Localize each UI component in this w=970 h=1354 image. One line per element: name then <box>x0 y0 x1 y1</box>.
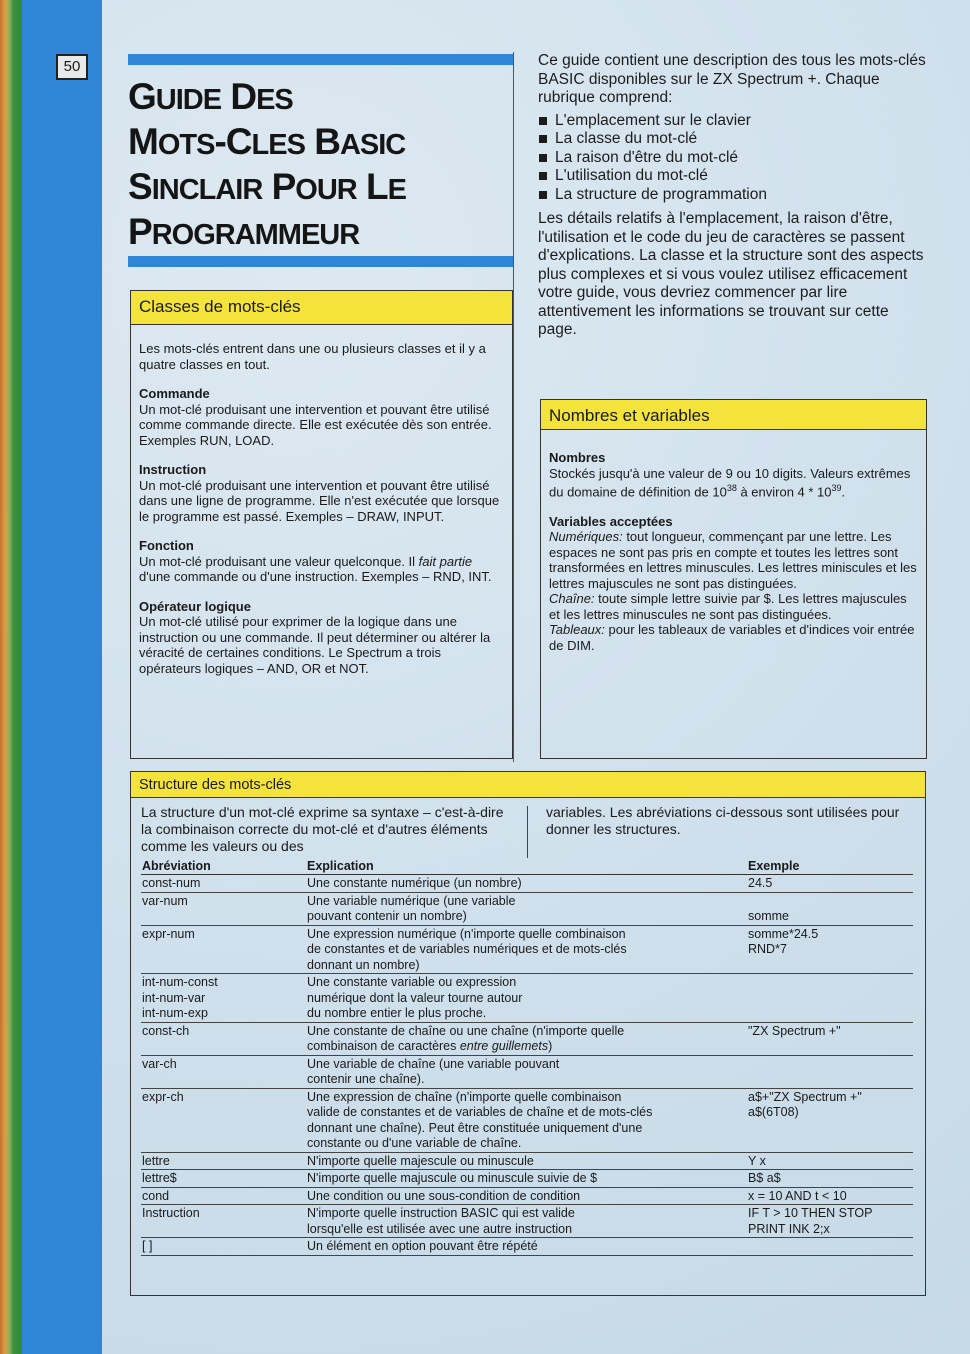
intro-list-item: La classe du mot-clé <box>538 130 928 149</box>
row-explication: Une constante numérique (un nombre) <box>307 876 522 890</box>
table-row <box>141 893 913 926</box>
vars-title: Variables acceptées <box>549 513 673 529</box>
nombres-text: Stockés jusqu'à une valeur de 9 ou 10 digits. Valeurs extrêmes du domaine de définition de 10 <box>549 465 911 500</box>
abbreviation-table <box>141 858 913 1256</box>
table-row <box>141 1089 913 1153</box>
row-exemple: x = 10 AND t < 10 <box>748 1188 847 1203</box>
table-row <box>141 1170 913 1188</box>
class-title-commande: Commande <box>139 386 210 401</box>
row-abbreviation: const-num <box>142 876 201 890</box>
structure-intro-divider <box>527 806 528 858</box>
row-abbreviation: lettre <box>142 1153 170 1168</box>
class-title-fonction: Fonction <box>139 538 194 553</box>
row-abbreviation: lettre$ <box>142 1171 177 1185</box>
row-explication: Une expression numérique (n'importe quelle combinaison de constantes et de variables numériques et de mots-clés donnant un nombre) <box>307 926 627 972</box>
row-explication: N'importe quelle majescule ou minuscule <box>307 1153 534 1168</box>
table-row <box>141 926 913 975</box>
table-row <box>141 1205 913 1238</box>
structure-heading: Structure des mots-clés <box>131 772 925 798</box>
row-abbreviation: cond <box>142 1188 170 1203</box>
row-exemple: a$+"ZX Spectrum +" a$(6T08) <box>748 1089 862 1119</box>
row-exemple <box>747 1239 913 1255</box>
numeriques-text: tout longueur, commençant par une lettre. Les espaces ne sont pas pris en compte et toutes les lettres sont transformées en lettres minuscules. Les lettres miniscules et les lettres majuscules ne sont pas distinguées. <box>549 529 917 591</box>
row-exemple: "ZX Spectrum +" <box>748 1023 841 1038</box>
table-header <box>141 858 913 875</box>
row-abbreviation: expr-num <box>142 926 195 941</box>
col-header-exemple: Exemple <box>748 859 800 873</box>
row-explication: N'importe quelle instruction BASIC qui est valide lorsqu'elle est utilisée avec une autre instruction <box>307 1206 575 1236</box>
class-text-fonction: Un mot-clé produisant une valeur quelconque. Il <box>139 553 419 569</box>
page-number: 50 <box>56 54 88 80</box>
blue-sidebar <box>22 0 102 1354</box>
intro-body: Les détails relatifs à l'emplacement, la raison d'être, l'utilisation et le code du jeu de caractères se passent d'explications. La classe et la structure sont des aspects plus complexes et si vous voulez utilisez efficacement votre guide, vous devriez commencer par lire attentivement les informations se trouvant sur cette page. <box>538 210 924 338</box>
row-abbreviation: var-ch <box>142 1056 177 1071</box>
table-row <box>141 1238 913 1256</box>
nombres-text-end: . <box>841 484 846 500</box>
class-title-instruction: Instruction <box>139 462 207 477</box>
intro-list-item: La raison d'être du mot-clé <box>538 149 928 168</box>
table-row <box>141 1188 913 1206</box>
class-text-fonction-end: d'une commande ou d'une instruction. Exemples – RND, INT. <box>139 569 492 584</box>
nombres-title: Nombres <box>549 450 606 465</box>
col-header-explication: Explication <box>307 859 374 873</box>
nombres-exp2: 39 <box>831 483 842 493</box>
row-abbreviation: expr-ch <box>142 1089 184 1104</box>
row-explication: N'importe quelle majuscule ou minuscule suivie de $ <box>307 1171 598 1185</box>
table-row <box>141 1056 913 1089</box>
page-title: GUIDE DES MOTS-CLES BASIC SINCLAIR POUR LE PROGRAMMEUR <box>128 76 406 252</box>
intro-list-item: L'utilisation du mot-clé <box>538 167 928 186</box>
column-divider <box>513 52 514 762</box>
row-exemple <box>747 975 913 1022</box>
classes-heading: Classes de mots-clés <box>131 291 512 325</box>
row-exemple: 24.5 <box>748 876 773 890</box>
row-explication: Un élément en option pouvant être répété <box>307 1239 538 1253</box>
class-text-instruction: Un mot-clé produisant une intervention et pouvant être utilisé dans une ligne de programme. Elle n'est exécutée que lorsque le programme est passé. Exemples – DRAW, INPUT. <box>139 477 500 524</box>
chaine-text: toute simple lettre suivie par $. Les lettres majuscules et les lettres minuscules ne sont pas distinguées. <box>549 591 907 622</box>
intro-list-item: La structure de programmation <box>538 186 928 205</box>
row-exemple: Y x <box>748 1153 766 1168</box>
structure-intro-left: La structure d'un mot-clé exprime sa syntaxe – c'est-à-dire la combinaison correcte du mot-clé et d'autres éléments comme les valeurs ou des <box>141 804 504 854</box>
row-abbreviation: var-num <box>142 893 188 908</box>
row-abbreviation: Instruction <box>142 1206 200 1220</box>
row-abbreviation: [ ] <box>142 1239 153 1253</box>
class-text-commande: Un mot-clé produisant une intervention et pouvant être utilisé comme commande directe. Elle est exécutée dès son entrée. Exemples RUN, LOAD. <box>139 401 492 448</box>
row-exemple <box>747 1057 913 1088</box>
table-row <box>141 1153 913 1171</box>
intro-list-item: L'emplacement sur le clavier <box>538 112 928 131</box>
table-body <box>141 875 913 1256</box>
row-explication-end: ) <box>548 1039 553 1053</box>
row-explication <box>307 1024 747 1055</box>
intro-list <box>538 112 928 205</box>
row-explication: Une variable de chaîne (une variable pouvant contenir une chaîne). <box>307 1056 560 1086</box>
class-title-operateur: Opérateur logique <box>139 598 251 614</box>
row-explication: Une expression de chaîne (n'importe quelle combinaison valide de constantes et de variables de chaîne et de mots-clés donnant une chaîne). Peut être constituée uniquement d'une constante ou d'une variable de chaîne. <box>307 1089 653 1150</box>
tableaux-text: pour les tableaux de variables et d'indices voir entrée de DIM. <box>549 622 915 653</box>
row-abbreviation: int-num-const int-num-var int-num-exp <box>142 975 218 1020</box>
table-row <box>141 1023 913 1056</box>
structure-box <box>130 771 926 1296</box>
row-exemple: IF T > 10 THEN STOP PRINT INK 2;x <box>748 1206 873 1236</box>
page-edge-stripes <box>0 0 22 1354</box>
row-exemple: B$ a$ <box>748 1171 781 1185</box>
classes-box <box>130 290 513 759</box>
row-exemple: somme <box>748 909 789 923</box>
tableaux-label: Tableaux: <box>549 622 605 638</box>
class-text-operateur: Un mot-clé utilisé pour exprimer de la logique dans une instruction ou une commande. Il peut déterminer ou altérer la véracité de certaines conditions. Le Spectrum a trois opérateurs logiques – AND, OR et NOT. <box>139 614 491 676</box>
numbers-body <box>541 430 926 653</box>
intro-text <box>538 52 928 344</box>
numeriques-label: Numériques: <box>549 529 623 545</box>
chaine-label: Chaîne: <box>549 591 595 607</box>
nombres-exp1: 38 <box>726 483 737 493</box>
row-abbreviation: const-ch <box>142 1023 190 1038</box>
classes-body <box>131 325 512 676</box>
table-row <box>141 974 913 1023</box>
title-top-bar <box>128 54 513 65</box>
intro-lead: Ce guide contient une description des tous les mots-clés BASIC disponibles sur le ZX Spectrum +. Chaque rubrique comprend: <box>538 52 926 106</box>
classes-intro: Les mots-clés entrent dans une ou plusieurs classes et il y a quatre classes en tout. <box>139 341 486 372</box>
row-explication-em: entre guillemets <box>459 1039 549 1053</box>
row-explication: Une condition ou une sous-condition de condition <box>307 1188 581 1203</box>
class-text-fonction-em: fait partie <box>418 553 473 569</box>
nombres-text-mid: à environ 4 * 10 <box>736 484 832 500</box>
row-explication: Une constante variable ou expression numérique dont la valeur tourne autour du nombre entier le plus proche. <box>307 975 523 1020</box>
table-row <box>141 875 913 893</box>
structure-intro-right: variables. Les abréviations ci-dessous sont utilisées pour donner les structures. <box>546 804 900 837</box>
numbers-box <box>540 399 927 759</box>
col-header-abbreviation: Abréviation <box>142 859 211 873</box>
row-explication-text: Une constante de chaîne ou une chaîne (n'importe quelle combinaison de caractères <box>307 1023 625 1053</box>
row-explication: Une variable numérique (une variable pouvant contenir un nombre) <box>307 893 516 923</box>
title-bottom-bar <box>128 256 513 267</box>
numbers-heading: Nombres et variables <box>541 400 926 430</box>
row-exemple: somme*24.5 RND*7 <box>748 926 819 956</box>
